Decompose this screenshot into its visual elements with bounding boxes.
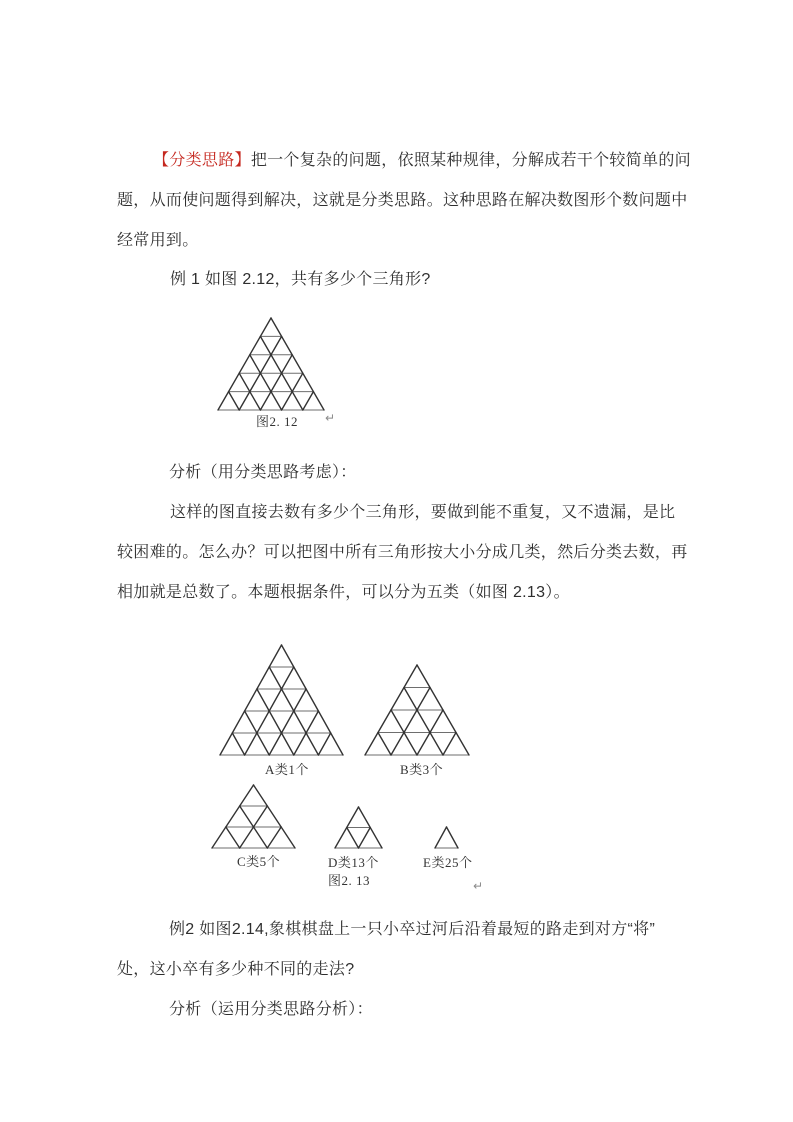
triangle-class-c-label: C类5个 <box>237 854 281 869</box>
intro-line-1 <box>117 141 717 181</box>
triangle-class-a-label: A类1个 <box>265 762 309 777</box>
discussion-line-1: 这样的图直接去数有多少个三角形，要做到能不重复，又不遗漏，是比 <box>170 504 676 521</box>
intro-line-2: 题，从而使问题得到解决，这就是分类思路。这种思路在解决数图形个数问题中 <box>117 192 688 209</box>
triangle-class-b-label: B类3个 <box>400 762 444 777</box>
figure-2-13-caption: 图2. 13 <box>328 873 371 888</box>
paragraph-discussion <box>117 493 717 613</box>
return-mark-icon: ↵ <box>473 879 484 893</box>
discussion-line-2: 较困难的。怎么办？可以把图中所有三角形按大小分成几类，然后分类去数，再 <box>117 544 688 561</box>
intro-highlight-term: 【分类思路】 <box>153 152 251 169</box>
triangle-class-e <box>434 825 459 850</box>
paragraph-analysis-2 <box>117 990 717 1030</box>
figure-2-12-triangle-grid <box>217 316 325 412</box>
discussion-line-3: 相加就是总数了。本题根据条件，可以分为五类（如图 2.13）。 <box>117 584 570 601</box>
example-2-line-2: 处，这小卒有多少种不同的走法? <box>117 961 355 978</box>
analysis-1-heading: 分析（用分类思路考虑）： <box>169 464 357 481</box>
triangle-class-e-label: E类25个 <box>423 855 473 870</box>
analysis-2-heading: 分析（运用分类思路分析）： <box>169 1001 373 1018</box>
return-mark-icon: ↵ <box>325 411 336 425</box>
intro-line-3: 经常用到。 <box>117 232 199 249</box>
paragraph-example-2 <box>117 910 717 990</box>
triangle-class-d-label: D类13个 <box>328 855 379 870</box>
paragraph-analysis-1 <box>117 453 717 493</box>
paragraph-intro <box>117 141 717 261</box>
figure-2-12-caption: 图2. 12 <box>256 414 299 429</box>
triangle-class-b <box>364 663 470 757</box>
triangle-class-d <box>334 805 383 850</box>
triangle-class-a <box>219 643 344 757</box>
example-1-heading: 例 1 如图 2.12，共有多少个三角形? <box>170 271 431 288</box>
example-2-line-1: 例2 如图2.14,象棋棋盘上一只小卒过河后沿着最短的路走到对方“将” <box>169 921 656 938</box>
intro-line-1-text: 把一个复杂的问题，依照某种规律，分解成若干个较简单的问 <box>250 152 691 169</box>
triangle-class-c <box>211 783 296 850</box>
paragraph-example-1 <box>117 260 717 300</box>
